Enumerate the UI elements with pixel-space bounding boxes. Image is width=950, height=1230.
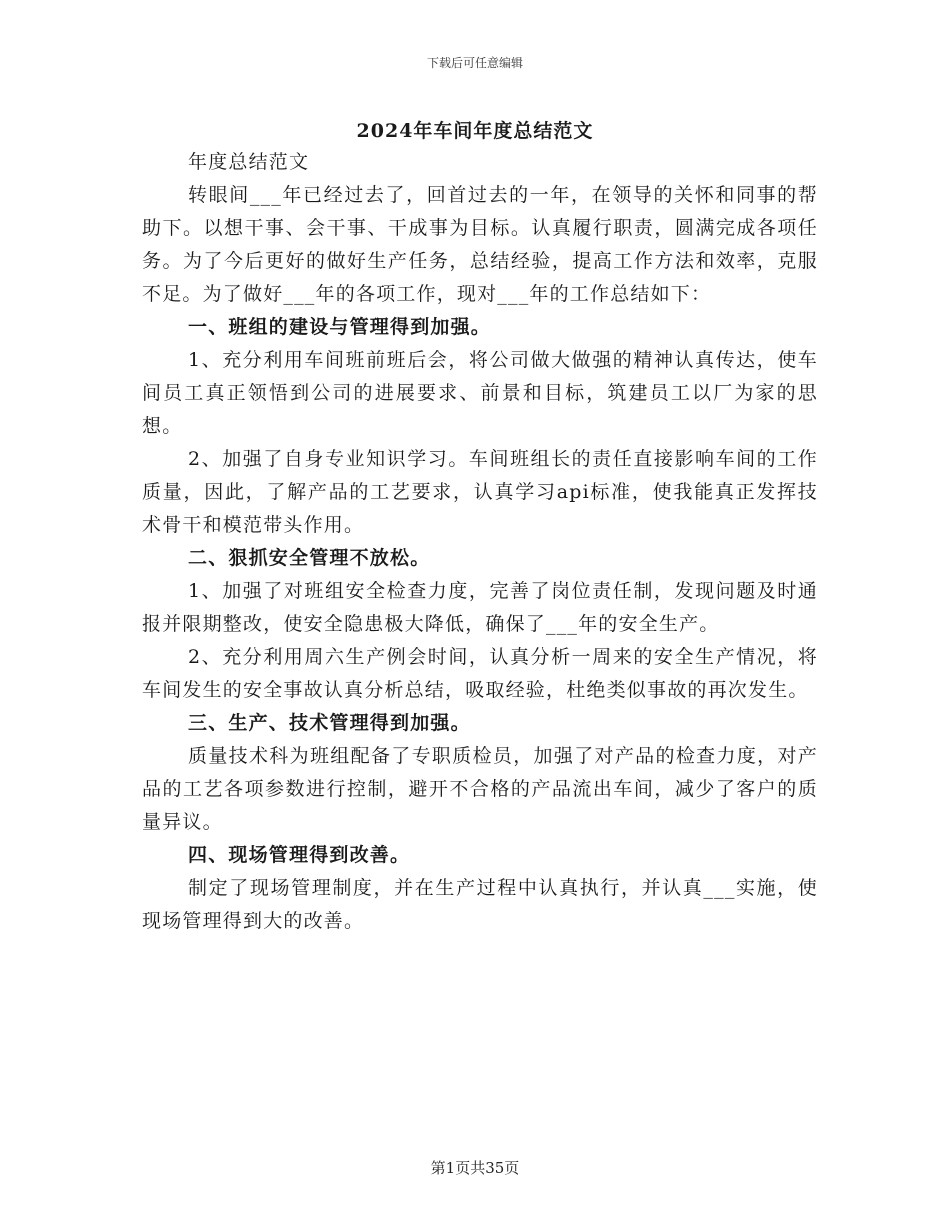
paragraph: 转眼间___年已经过去了，回首过去的一年，在领导的关怀和同事的帮助下。以想干事、会干事、干成事为目标。认真履行职责，圆满完成各项任务。为了今后更好的做好生产任务，总结经验，提高工作方法和效率，克服不足。为了做好___年的各项工作，现对___年的工作总结如下： <box>142 184 818 305</box>
paragraph: 1、加强了对班组安全检查力度，完善了岗位责任制，发现问题及时通报并限期整改，使安全隐患极大降低，确保了___年的安全生产。 <box>142 580 818 635</box>
section-heading: 二、狠抓安全管理不放松。 <box>188 547 431 569</box>
document-title: 2024年车间年度总结范文 <box>356 120 594 142</box>
paragraph: 1、充分利用车间班前班后会，将公司做大做强的精神认真传达，使车间员工真正领悟到公司的进展要求、前景和目标，筑建员工以厂为家的思想。 <box>142 349 818 437</box>
paragraph: 制定了现场管理制度，并在生产过程中认真执行，并认真___实施，使现场管理得到大的改善。 <box>142 877 818 932</box>
header-note: 下载后可任意编辑 <box>426 56 523 70</box>
section-heading: 四、现场管理得到改善。 <box>188 844 411 866</box>
page-footer: 第1页共35页 <box>430 1159 520 1177</box>
paragraph: 年度总结范文 <box>188 151 310 173</box>
section-heading: 三、生产、技术管理得到加强。 <box>188 712 471 734</box>
section-heading: 一、班组的建设与管理得到加强。 <box>188 316 492 338</box>
paragraph: 质量技术科为班组配备了专职质检员，加强了对产品的检查力度，对产品的工艺各项参数进行控制，避开不合格的产品流出车间，减少了客户的质量异议。 <box>142 745 818 833</box>
paragraph: 2、充分利用周六生产例会时间，认真分析一周来的安全生产情况，将车间发生的安全事故认真分析总结，吸取经验，杜绝类似事故的再次发生。 <box>142 646 818 701</box>
document-body <box>142 146 818 938</box>
paragraph: 2、加强了自身专业知识学习。车间班组长的责任直接影响车间的工作质量，因此，了解产品的工艺要求，认真学习api标准，使我能真正发挥技术骨干和模范带头作用。 <box>142 448 818 536</box>
